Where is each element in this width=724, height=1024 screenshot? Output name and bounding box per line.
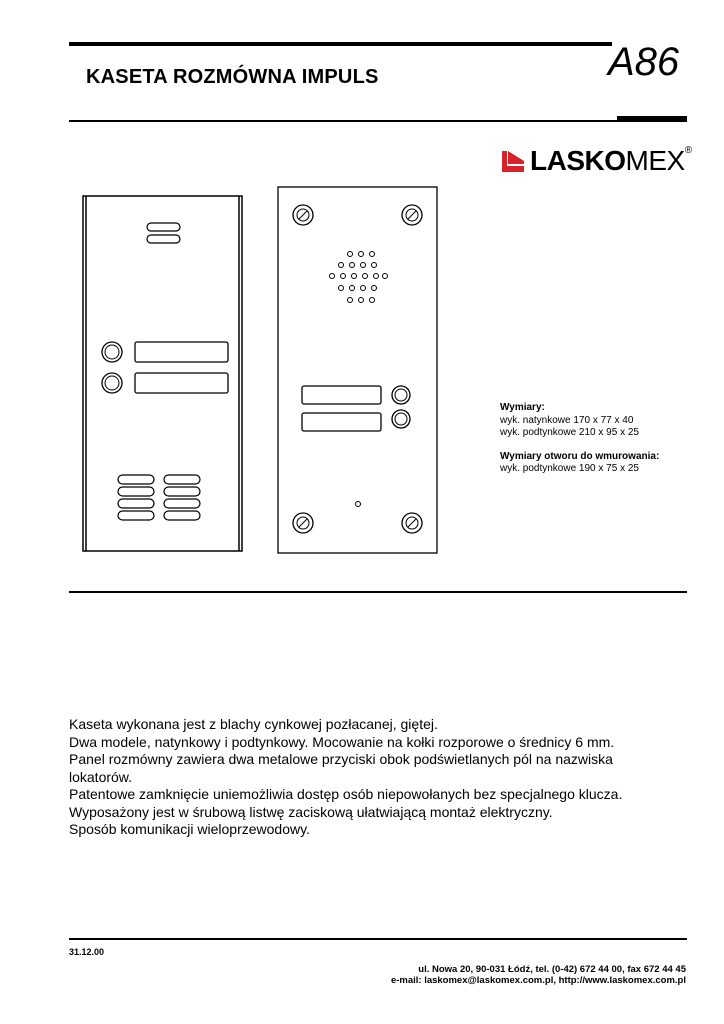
call-button-1: [392, 386, 410, 404]
dimensions-line: wyk. natynkowe 170 x 77 x 40: [500, 414, 634, 426]
logo-text-light: MEX: [625, 145, 685, 176]
section-divider: [69, 591, 687, 593]
header-top-rule: [69, 42, 612, 46]
footer-contact: [391, 964, 686, 986]
opening-dimensions-line: wyk. podtynkowe 190 x 75 x 25: [500, 463, 639, 475]
panel-drawing-flush: [277, 186, 439, 554]
page-title: KASETA ROZMÓWNA IMPULS: [86, 66, 379, 88]
document-date: 31.12.00: [69, 947, 105, 957]
model-number: A86: [608, 40, 680, 84]
name-plate-2: [135, 373, 228, 393]
dimensions-heading: Wymiary:: [500, 402, 545, 413]
call-button-2: [392, 410, 410, 428]
registered-mark: ®: [684, 145, 693, 156]
opening-dimensions-heading: Wymiary otworu do wmurowania:: [500, 450, 660, 462]
microphone-hole: [356, 502, 361, 507]
footer-rule: [69, 938, 687, 940]
description-line: Dwa modele, natynkowy i podtynkowy. Mocowanie na kołki rozporowe o średnicy 6 mm.: [69, 733, 615, 750]
company-email-web: e-mail: laskomex@laskomex.com.pl, http://www.laskomex.com.pl: [390, 975, 686, 986]
logo-mark-icon: [502, 149, 524, 173]
vent-slots: [118, 475, 200, 520]
description-line: Patentowe zamknięcie uniemożliwia dostęp osób niepowołanych bez specjalnego klucza.: [69, 786, 623, 802]
screw-top-right: [402, 205, 422, 225]
screw-top-left: [293, 205, 313, 225]
company-address: ul. Nowa 20, 90-031 Łódź, tel. (0-42) 672 44 00, fax 672 44 45: [418, 964, 686, 975]
dimensions-block: [500, 402, 659, 476]
name-plate-1: [302, 386, 381, 404]
screw-bottom-right: [402, 513, 422, 533]
screw-bottom-left: [293, 513, 313, 533]
description-line: Panel rozmówny zawiera dwa metalowe przyciski obok podświetlanych pól na nazwiska lokatorów.: [69, 751, 613, 785]
logo-text-bold: LASKO: [530, 145, 626, 176]
call-button-1: [102, 342, 122, 362]
dimensions-line: wyk. podtynkowe 210 x 95 x 25: [500, 427, 639, 439]
description-line: Sposób komunikacji wieloprzewodowy.: [69, 821, 310, 837]
laskomex-logo: [502, 147, 692, 175]
name-plate-2: [302, 413, 381, 431]
description-line: Wyposażony jest w śrubową listwę zaciskową ułatwiającą montaż elektryczny.: [69, 803, 553, 820]
header-bottom-rule-thick: [617, 116, 687, 122]
speaker-grille: [330, 252, 388, 303]
product-description: [69, 716, 629, 839]
description-line: Kaseta wykonana jest z blachy cynkowej pozłacanej, giętej.: [69, 716, 438, 732]
name-plate-1: [135, 342, 228, 362]
header-bottom-rule: [69, 120, 617, 122]
call-button-2: [102, 373, 122, 393]
panel-drawing-surface: [82, 193, 244, 553]
speaker-slot: [147, 223, 180, 243]
